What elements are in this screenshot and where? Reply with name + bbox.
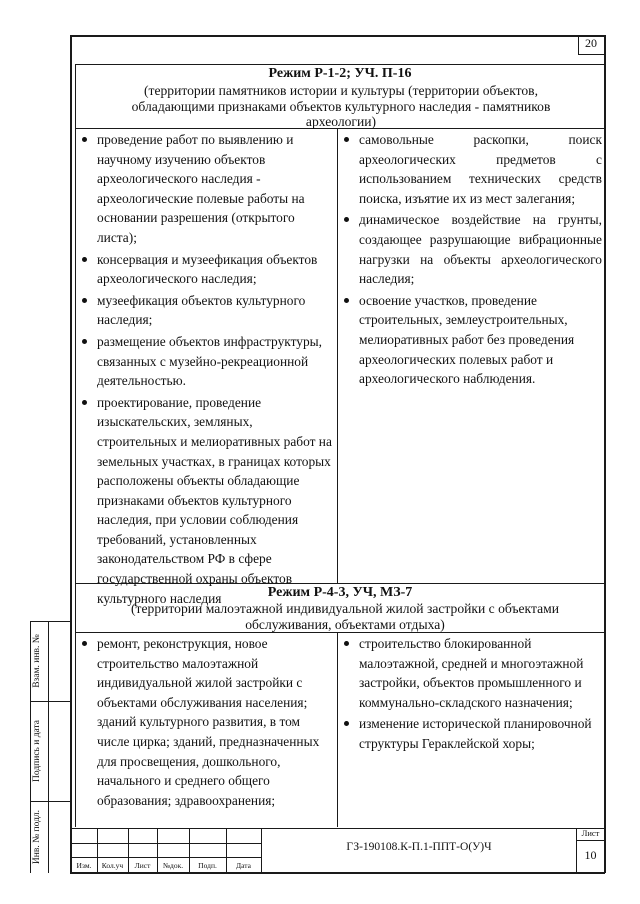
section2-subtitle-rule bbox=[75, 632, 605, 633]
list-item: размещение объектов инфраструктуры, связанных с музейно-рекреационной деятельностью. bbox=[80, 332, 332, 391]
section2-subtitle: (территории малоэтажной индивидуальной жилой застройки с объектами обслуживания, объектами отдыха) bbox=[131, 601, 559, 632]
list-item: строительство блокированной малоэтажной, средней и многоэтажной застройки, объектов промышленного и коммунально-складского назначения; bbox=[342, 634, 597, 712]
tb-row-3 bbox=[71, 857, 261, 858]
frame-top bbox=[70, 35, 605, 37]
tb-label-izm: Изм. bbox=[76, 861, 92, 870]
frame-bottom bbox=[70, 872, 605, 874]
list-item: освоение участков, проведение строительных, землеустроительных, мелиоративных работ без проведения археологических полевых работ и археологического наблюдения. bbox=[342, 291, 602, 389]
list-item: музеефикация объектов культурного наследия; bbox=[80, 291, 332, 330]
sheet-label: Лист bbox=[581, 828, 600, 838]
table-top bbox=[75, 64, 605, 65]
stamp-col-divider bbox=[48, 621, 49, 873]
tb-label-koluch: Кол.уч bbox=[101, 861, 124, 870]
section1-title: Режим Р-1-2; УЧ. П-16 bbox=[268, 66, 412, 81]
stamp-outer-left bbox=[30, 621, 31, 873]
list-item: проведение работ по выявлению и научному изучению объектов археологического наследия - археологические полевые работы на основании разрешения (открытого листа); bbox=[80, 130, 332, 248]
stamp-podpis-data: Подпись и дата bbox=[32, 720, 42, 783]
tb-label-list: Лист bbox=[134, 861, 151, 870]
list-item: консервация и музеефикация объектов археологического наследия; bbox=[80, 250, 332, 289]
top-page-number: 20 bbox=[585, 36, 597, 50]
section2-allowed-list bbox=[80, 634, 332, 812]
section2-title: Режим Р-4-3, УЧ, МЗ-7 bbox=[267, 585, 413, 600]
table-left bbox=[75, 64, 76, 827]
list-item: ремонт, реконструкция, новое строительство малоэтажной индивидуальной жилой застройки с объектами обслуживания населения; зданий культурного развития, в том числе цирка; зданий, предназначенных для просвещения, дошкольного, начального и среднего общего образования; здравоохранения; bbox=[80, 634, 332, 810]
pagenum-box-left bbox=[578, 35, 579, 55]
stamp-inv-podl: Инв. № подл. bbox=[32, 809, 42, 865]
pagenum-box-bottom bbox=[578, 54, 605, 55]
list-item: проектирование, проведение изыскательских, земляных, строительных и мелиоративных работ на земельных участках, в границах которых расположены объекты обладающие признаками объектов культурного наследия, при условии соблюдения требований, установленных законодательством РФ в сфере государственной охраны объектов культурного наследия bbox=[80, 393, 332, 609]
section2-column-divider bbox=[337, 632, 338, 827]
list-item: изменение исторической планировочной структуры Гераклейской хоры; bbox=[342, 714, 597, 753]
document-code: ГЗ-190108.К-П.1-ППТ-О(У)Ч bbox=[346, 841, 492, 853]
list-item: динамическое воздействие на грунты, создающее разрушающие вибрационные нагрузки на объекты археологического наследия; bbox=[342, 210, 602, 288]
frame-left bbox=[70, 35, 72, 873]
tb-row-1 bbox=[71, 828, 605, 829]
section1-subtitle: (территории памятников истории и культуры (территории объектов, обладающими признаками объектов культурного наследия - памятников археологии) bbox=[131, 83, 551, 129]
tb-label-data: Дата bbox=[236, 861, 251, 870]
tb-label-ndok: №док. bbox=[162, 861, 184, 870]
sheet-number: 10 bbox=[584, 848, 597, 862]
list-item: самовольные раскопки, поиск археологических предметов с использованием технических средств поиска, изъятие их из мест залегания; bbox=[342, 130, 602, 208]
tb-sheet-rule bbox=[576, 840, 605, 841]
section1-column-divider bbox=[337, 128, 338, 584]
frame-right bbox=[604, 35, 606, 873]
tb-row-2 bbox=[71, 843, 261, 844]
section2-prohibited-list bbox=[342, 634, 597, 756]
section1-allowed-list bbox=[80, 130, 332, 610]
section1-prohibited-list bbox=[342, 130, 602, 391]
tb-label-podp: Подп. bbox=[198, 861, 217, 870]
stamp-vzam-inv: Взам. инв. № bbox=[32, 634, 42, 688]
